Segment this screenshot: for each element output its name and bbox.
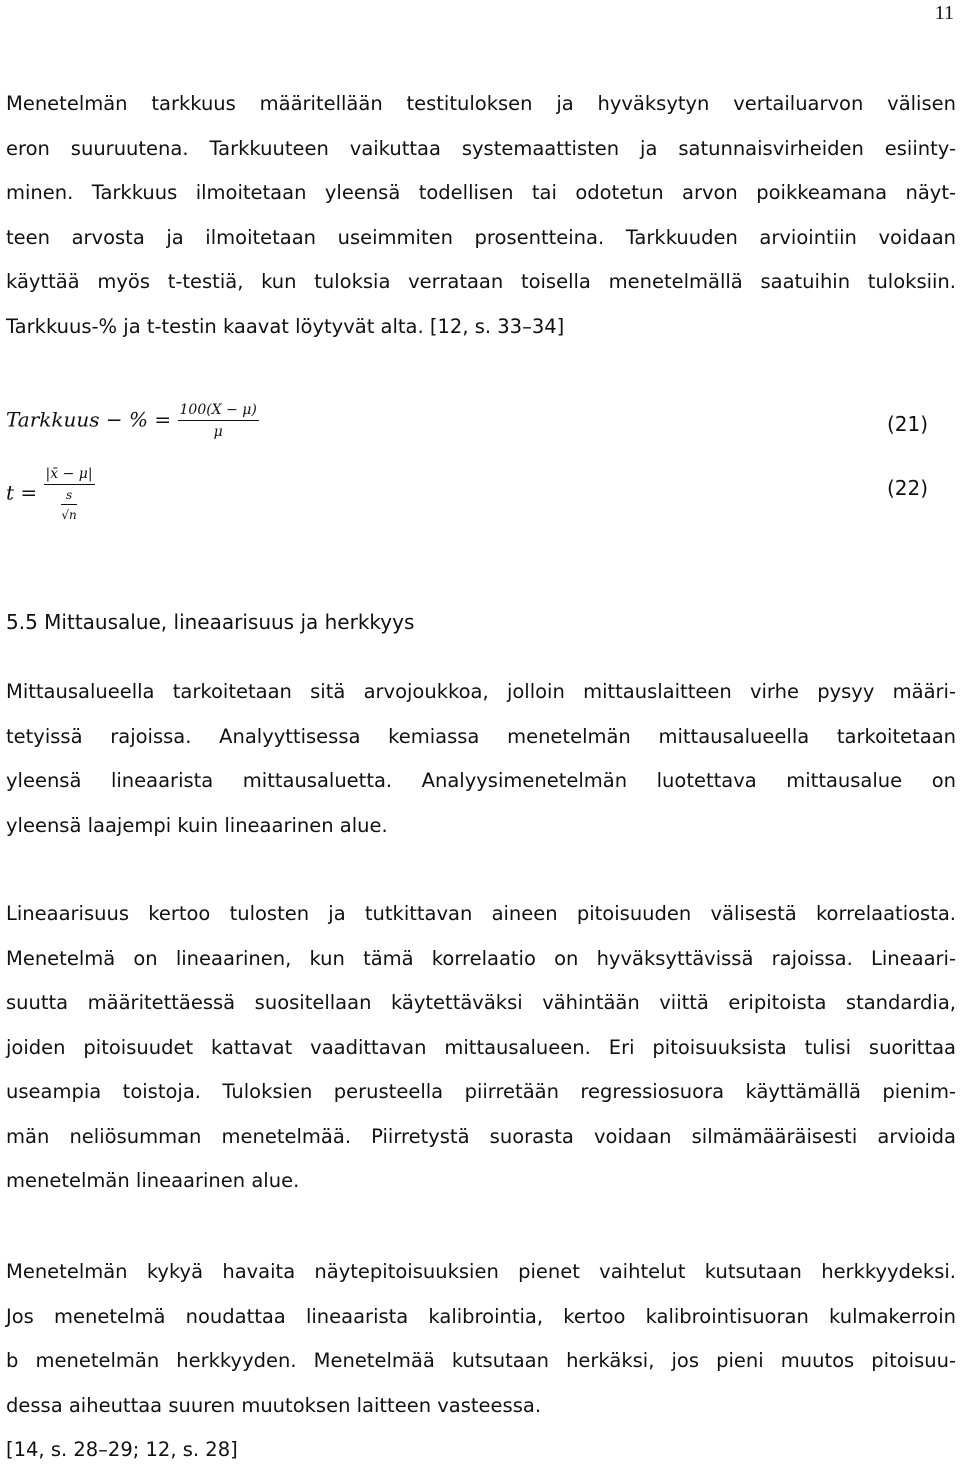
text-line: tetyissä rajoissa. Analyyttisessa kemiassa menetelmän mittausalueella tarkoitetaan bbox=[6, 724, 956, 748]
equation-fraction bbox=[178, 402, 259, 440]
equation-lhs: Tarkkuus − % = bbox=[6, 407, 172, 432]
page-number: 11 bbox=[934, 2, 954, 24]
text-line: b menetelmän herkkyyden. Menetelmää kutsutaan herkäksi, jos pieni muutos pitoisuu- bbox=[6, 1349, 956, 1372]
equation-numerator: |x̄ − μ| bbox=[44, 466, 95, 485]
paragraph-measurement-range bbox=[6, 670, 956, 848]
text-line: eron suuruutena. Tarkkuuteen vaikuttaa systemaattisten ja satunnaisvirheiden esiinty- bbox=[6, 136, 956, 160]
text-line: Lineaarisuus kertoo tulosten ja tutkittavan aineen pitoisuuden välisestä korrelaatiosta. bbox=[6, 902, 956, 925]
text-line: yleensä laajempi kuin lineaarinen alue. bbox=[6, 813, 388, 837]
citation: [14, s. 28–29; 12, s. 28] bbox=[6, 1438, 238, 1461]
equation-number: (22) bbox=[886, 476, 928, 500]
equation-number: (21) bbox=[886, 412, 928, 436]
text-line: Menetelmä on lineaarinen, kun tämä korrelaatio on hyväksyttävissä rajoissa. Lineaari- bbox=[6, 946, 956, 970]
paragraph-accuracy bbox=[6, 82, 956, 349]
equation-lhs: t = bbox=[6, 480, 38, 505]
nested-numerator: s bbox=[61, 488, 76, 505]
text-line: Menetelmän kykyä havaita näytepitoisuuksien pienet vaihtelut kutsutaan herkkyydeksi. bbox=[6, 1260, 956, 1283]
text-line: män neliösumman menetelmää. Piirretystä suorasta voidaan silmämääräisesti arvioida bbox=[6, 1124, 956, 1148]
text-line: Mittausalueella tarkoitetaan sitä arvojoukkoa, jolloin mittauslaitteen virhe pysyy määri- bbox=[6, 680, 956, 703]
text-line: teen arvosta ja ilmoitetaan useimmiten prosentteina. Tarkkuuden arviointiin voidaan bbox=[6, 225, 956, 249]
text-line: minen. Tarkkuus ilmoitetaan yleensä todellisen tai odotetun arvon poikkeamana näyt- bbox=[6, 181, 956, 204]
text-line: yleensä lineaarista mittausaluetta. Analyysimenetelmän luotettava mittausalue on bbox=[6, 769, 956, 792]
text-line: Jos menetelmä noudattaa lineaarista kalibrointia, kertoo kalibrointisuoran kulmakerroin bbox=[6, 1304, 956, 1328]
equation-fraction bbox=[44, 466, 95, 522]
text-line: suutta määritettäessä suositellaan käytettäväksi vähintään viittä eripitoista standardia, bbox=[6, 991, 956, 1014]
equation-denominator bbox=[44, 485, 95, 522]
nested-denominator: √n bbox=[61, 508, 77, 522]
text-line: Tarkkuus-% ja t-testin kaavat löytyvät alta. [12, s. 33–34] bbox=[6, 314, 565, 338]
paragraph-sensitivity bbox=[6, 1250, 956, 1473]
text-line: menetelmän lineaarinen alue. bbox=[6, 1169, 300, 1192]
equation-21 bbox=[6, 402, 259, 440]
section-heading: 5.5 Mittausalue, lineaarisuus ja herkkyys bbox=[6, 610, 415, 634]
text-line: Menetelmän tarkkuus määritellään testituloksen ja hyväksytyn vertailuarvon välisen bbox=[6, 92, 956, 115]
text-line: dessa aiheuttaa suuren muutoksen laitteen vasteessa. bbox=[6, 1393, 542, 1417]
text-line: joiden pitoisuudet kattavat vaadittavan mittausalueen. Eri pitoisuuksista tulisi suorittaa bbox=[6, 1035, 956, 1059]
equation-numerator: 100(X − μ) bbox=[178, 402, 259, 421]
text-line: käyttää myös t-testiä, kun tuloksia verrataan toisella menetelmällä saatuihin tuloksiin. bbox=[6, 270, 956, 293]
nested-fraction bbox=[61, 488, 76, 522]
equation-22 bbox=[6, 466, 95, 522]
text-line: useampia toistoja. Tuloksien perusteella piirretään regressiosuora käyttämällä pienim- bbox=[6, 1080, 956, 1103]
paragraph-linearity bbox=[6, 892, 956, 1204]
equation-denominator: μ bbox=[213, 424, 223, 440]
